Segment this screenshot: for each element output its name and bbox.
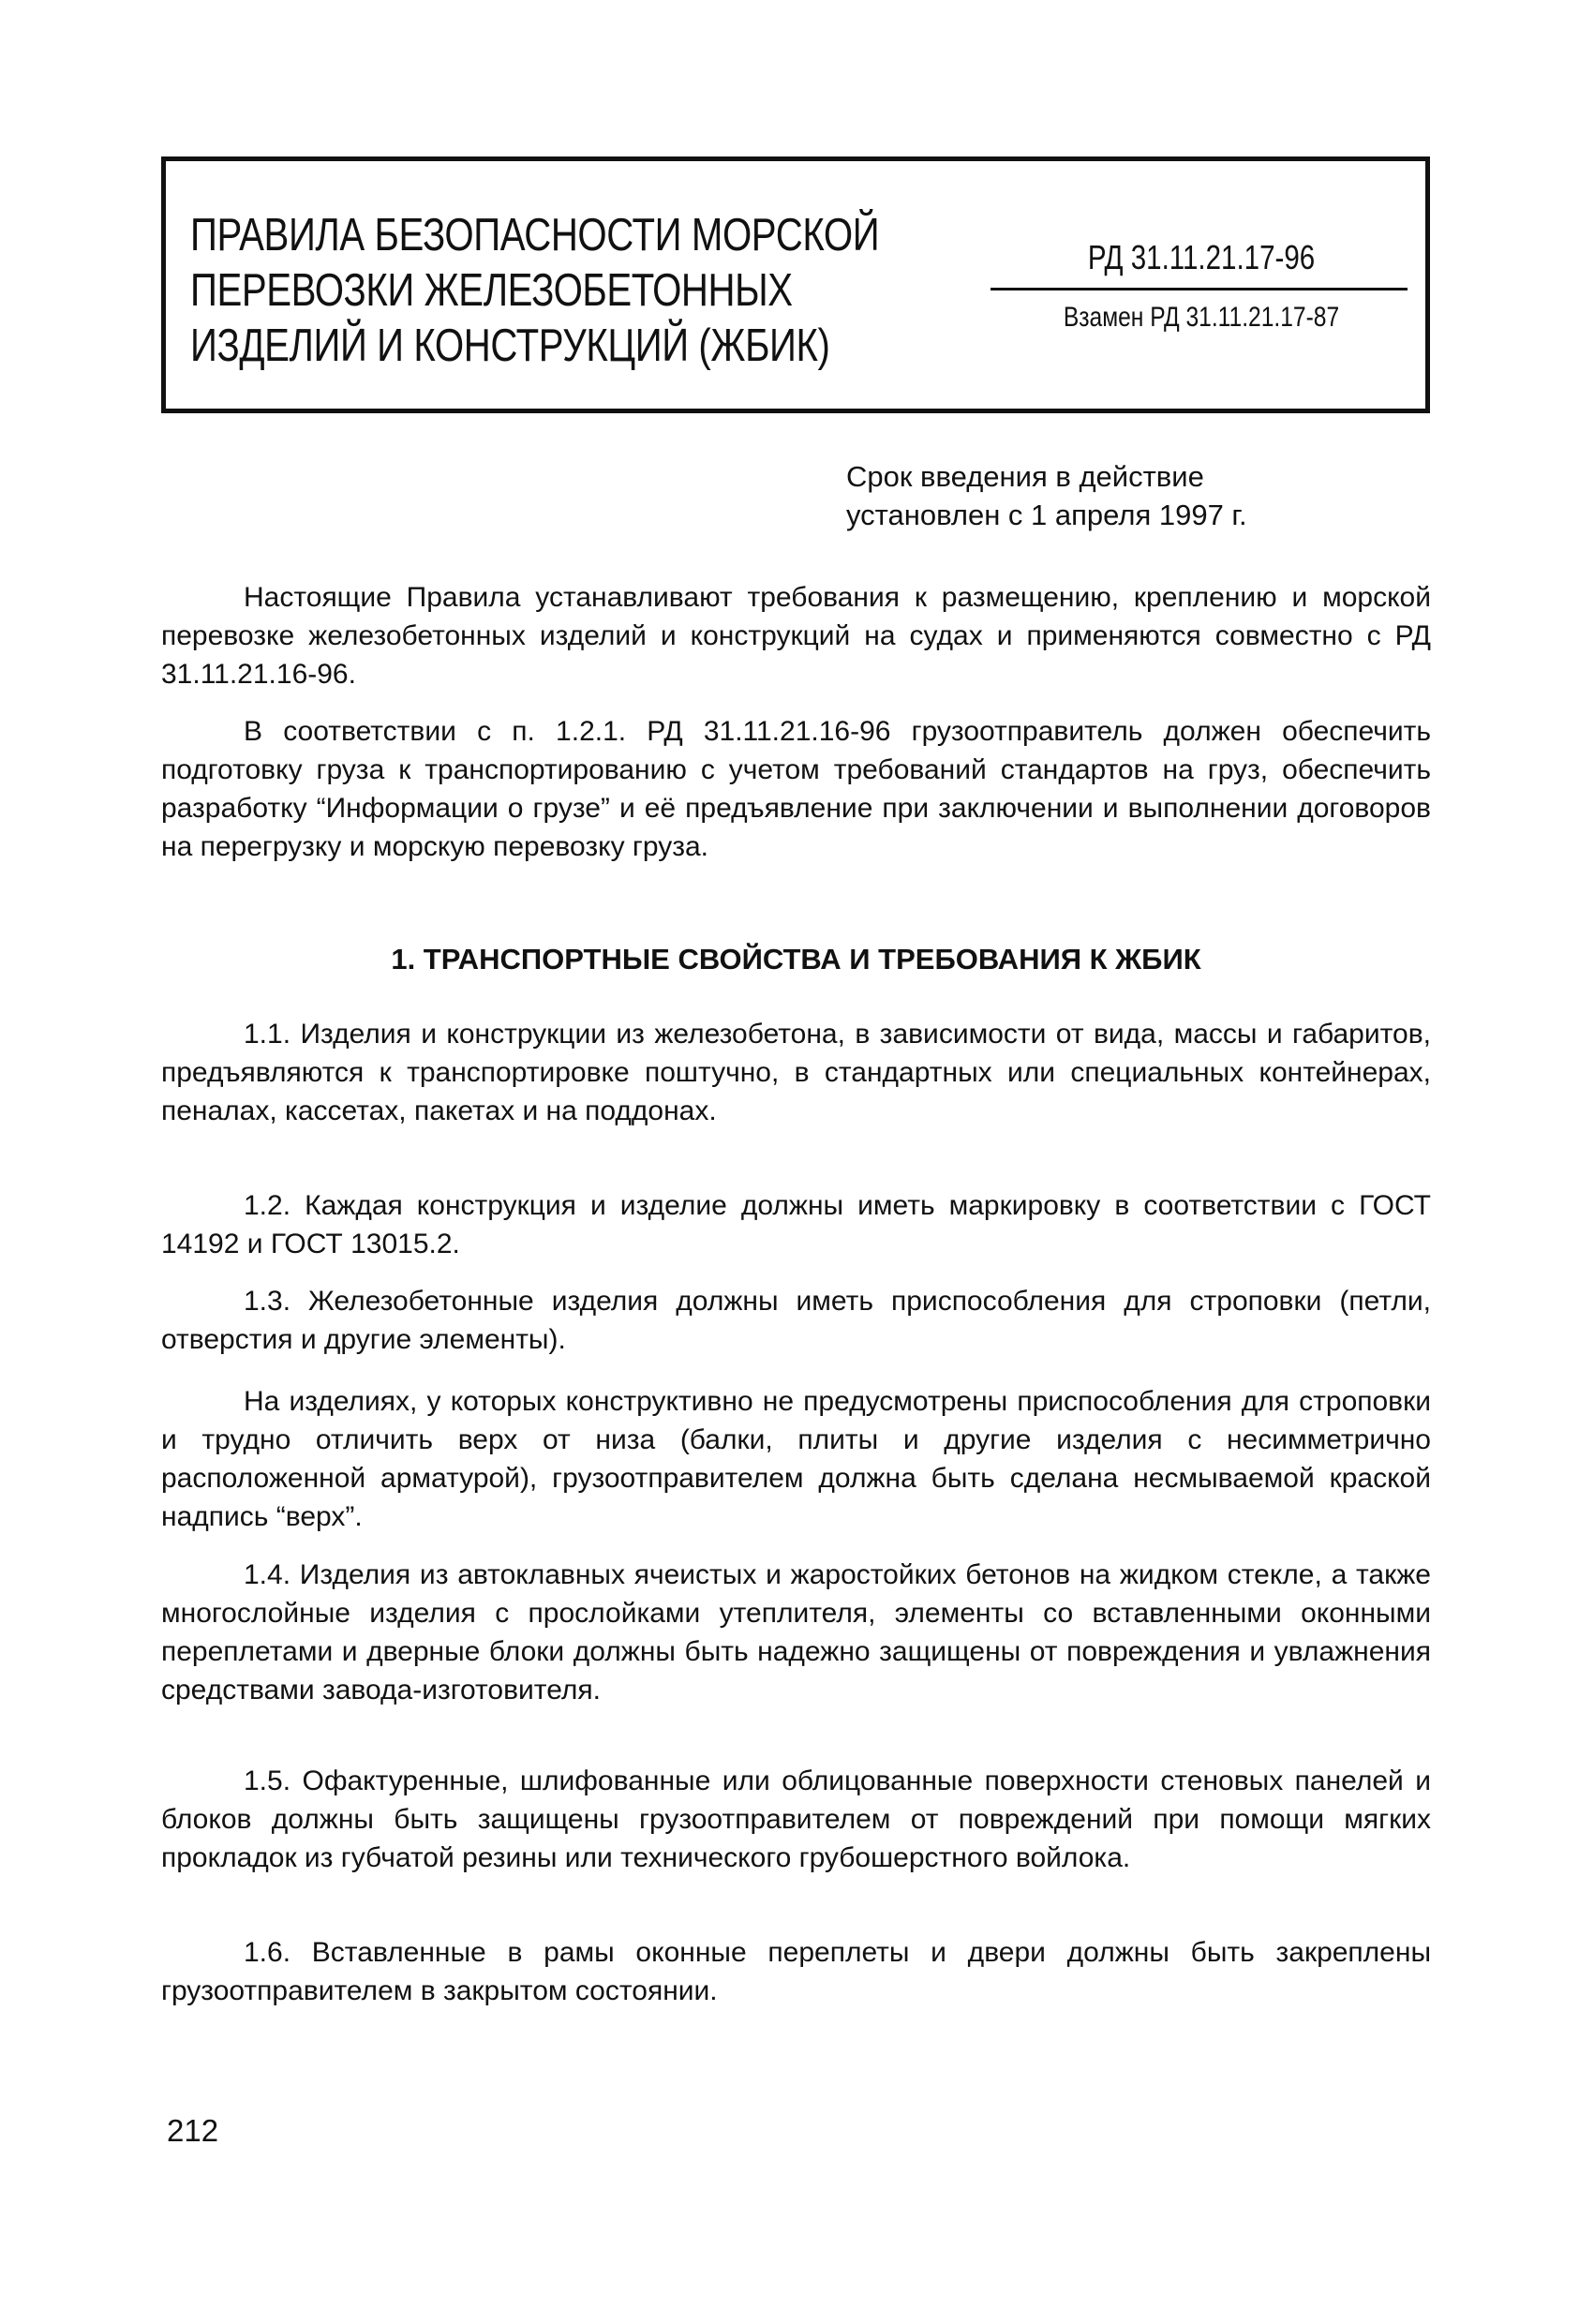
intro-paragraph: В соответствии с п. 1.2.1. РД 31.11.21.16-96 грузоотправитель должен обеспечить подготовку груза к транспортированию с учетом требований стандартов на груз, обеспечить разработку “Информации о грузе” и её предъявление при заключении и выполнении договоров на перегрузку и морскую перевозку груза. — [161, 716, 1431, 862]
clause-paragraph: 1.6. Вставленные в рамы оконные переплеты и двери должны быть закреплены грузоотправителем в закрытом состоянии. — [161, 1937, 1431, 2006]
clause-paragraph: На изделиях, у которых конструктивно не предусмотрены приспособления для строповки и трудно отличить верх от низа (балки, плиты и другие изделия с несимметрично расположенной арматурой), грузоотправителем должна быть сделана несмываемой краской надпись “верх”. — [161, 1386, 1431, 1532]
document-code: РД 31.11.21.17-96 — [1087, 238, 1316, 276]
code-divider — [991, 288, 1408, 290]
page-number: 212 — [167, 2113, 219, 2148]
section-heading: 1. ТРАНСПОРТНЫЕ СВОЙСТВА И ТРЕБОВАНИЯ К ЖБИК — [391, 943, 1201, 976]
document-title — [190, 208, 879, 374]
clause-paragraph: 1.2. Каждая конструкция и изделие должны иметь маркировку в соответствии с ГОСТ 14192 и ГОСТ 13015.2. — [161, 1190, 1431, 1259]
clause-paragraph: 1.3. Железобетонные изделия должны иметь приспособления для строповки (петли, отверстия и другие элементы). — [161, 1286, 1431, 1355]
title-line: ПЕРЕВОЗКИ ЖЕЛЕЗОБЕТОННЫХ — [190, 265, 793, 316]
clause-paragraph: 1.5. Офактуренные, шлифованные или облицованные поверхности стеновых панелей и блоков должны быть защищены грузоотправителем от повреждений при помощи мягких прокладок из губчатой резины или технического грубошерстного войлока. — [161, 1765, 1431, 1873]
replaces-note: Взамен РД 31.11.21.17-87 — [1063, 302, 1340, 333]
effective-line: Срок введения в действие — [846, 460, 1204, 493]
title-line: ИЗДЕЛИЙ И КОНСТРУКЦИЙ (ЖБИК) — [190, 320, 830, 371]
title-line: ПРАВИЛА БЕЗОПАСНОСТИ МОРСКОЙ — [190, 210, 880, 261]
effective-date-note — [846, 457, 1247, 534]
title-box — [161, 156, 1430, 413]
clause-paragraph: 1.1. Изделия и конструкции из железобетона, в зависимости от вида, массы и габаритов, предъявляются к транспортировке поштучно, в стандартных или специальных контейнерах, пеналах, кассетах, пакетах и на поддонах. — [161, 1019, 1431, 1126]
clause-paragraph: 1.4. Изделия из автоклавных ячеистых и жаростойких бетонов на жидком стекле, а также многослойные изделия с прослойками утеплителя, элементы со вставленными оконными переплетами и дверные блоки должны быть надежно защищены от повреждения и увлажнения средствами завода-изготовителя. — [161, 1559, 1431, 1706]
effective-line: установлен с 1 апреля 1997 г. — [846, 499, 1247, 531]
intro-paragraph: Настоящие Правила устанавливают требования к размещению, креплению и морской перевозке железобетонных изделий и конструкций на судах и применяются совместно с РД 31.11.21.16-96. — [161, 582, 1431, 690]
